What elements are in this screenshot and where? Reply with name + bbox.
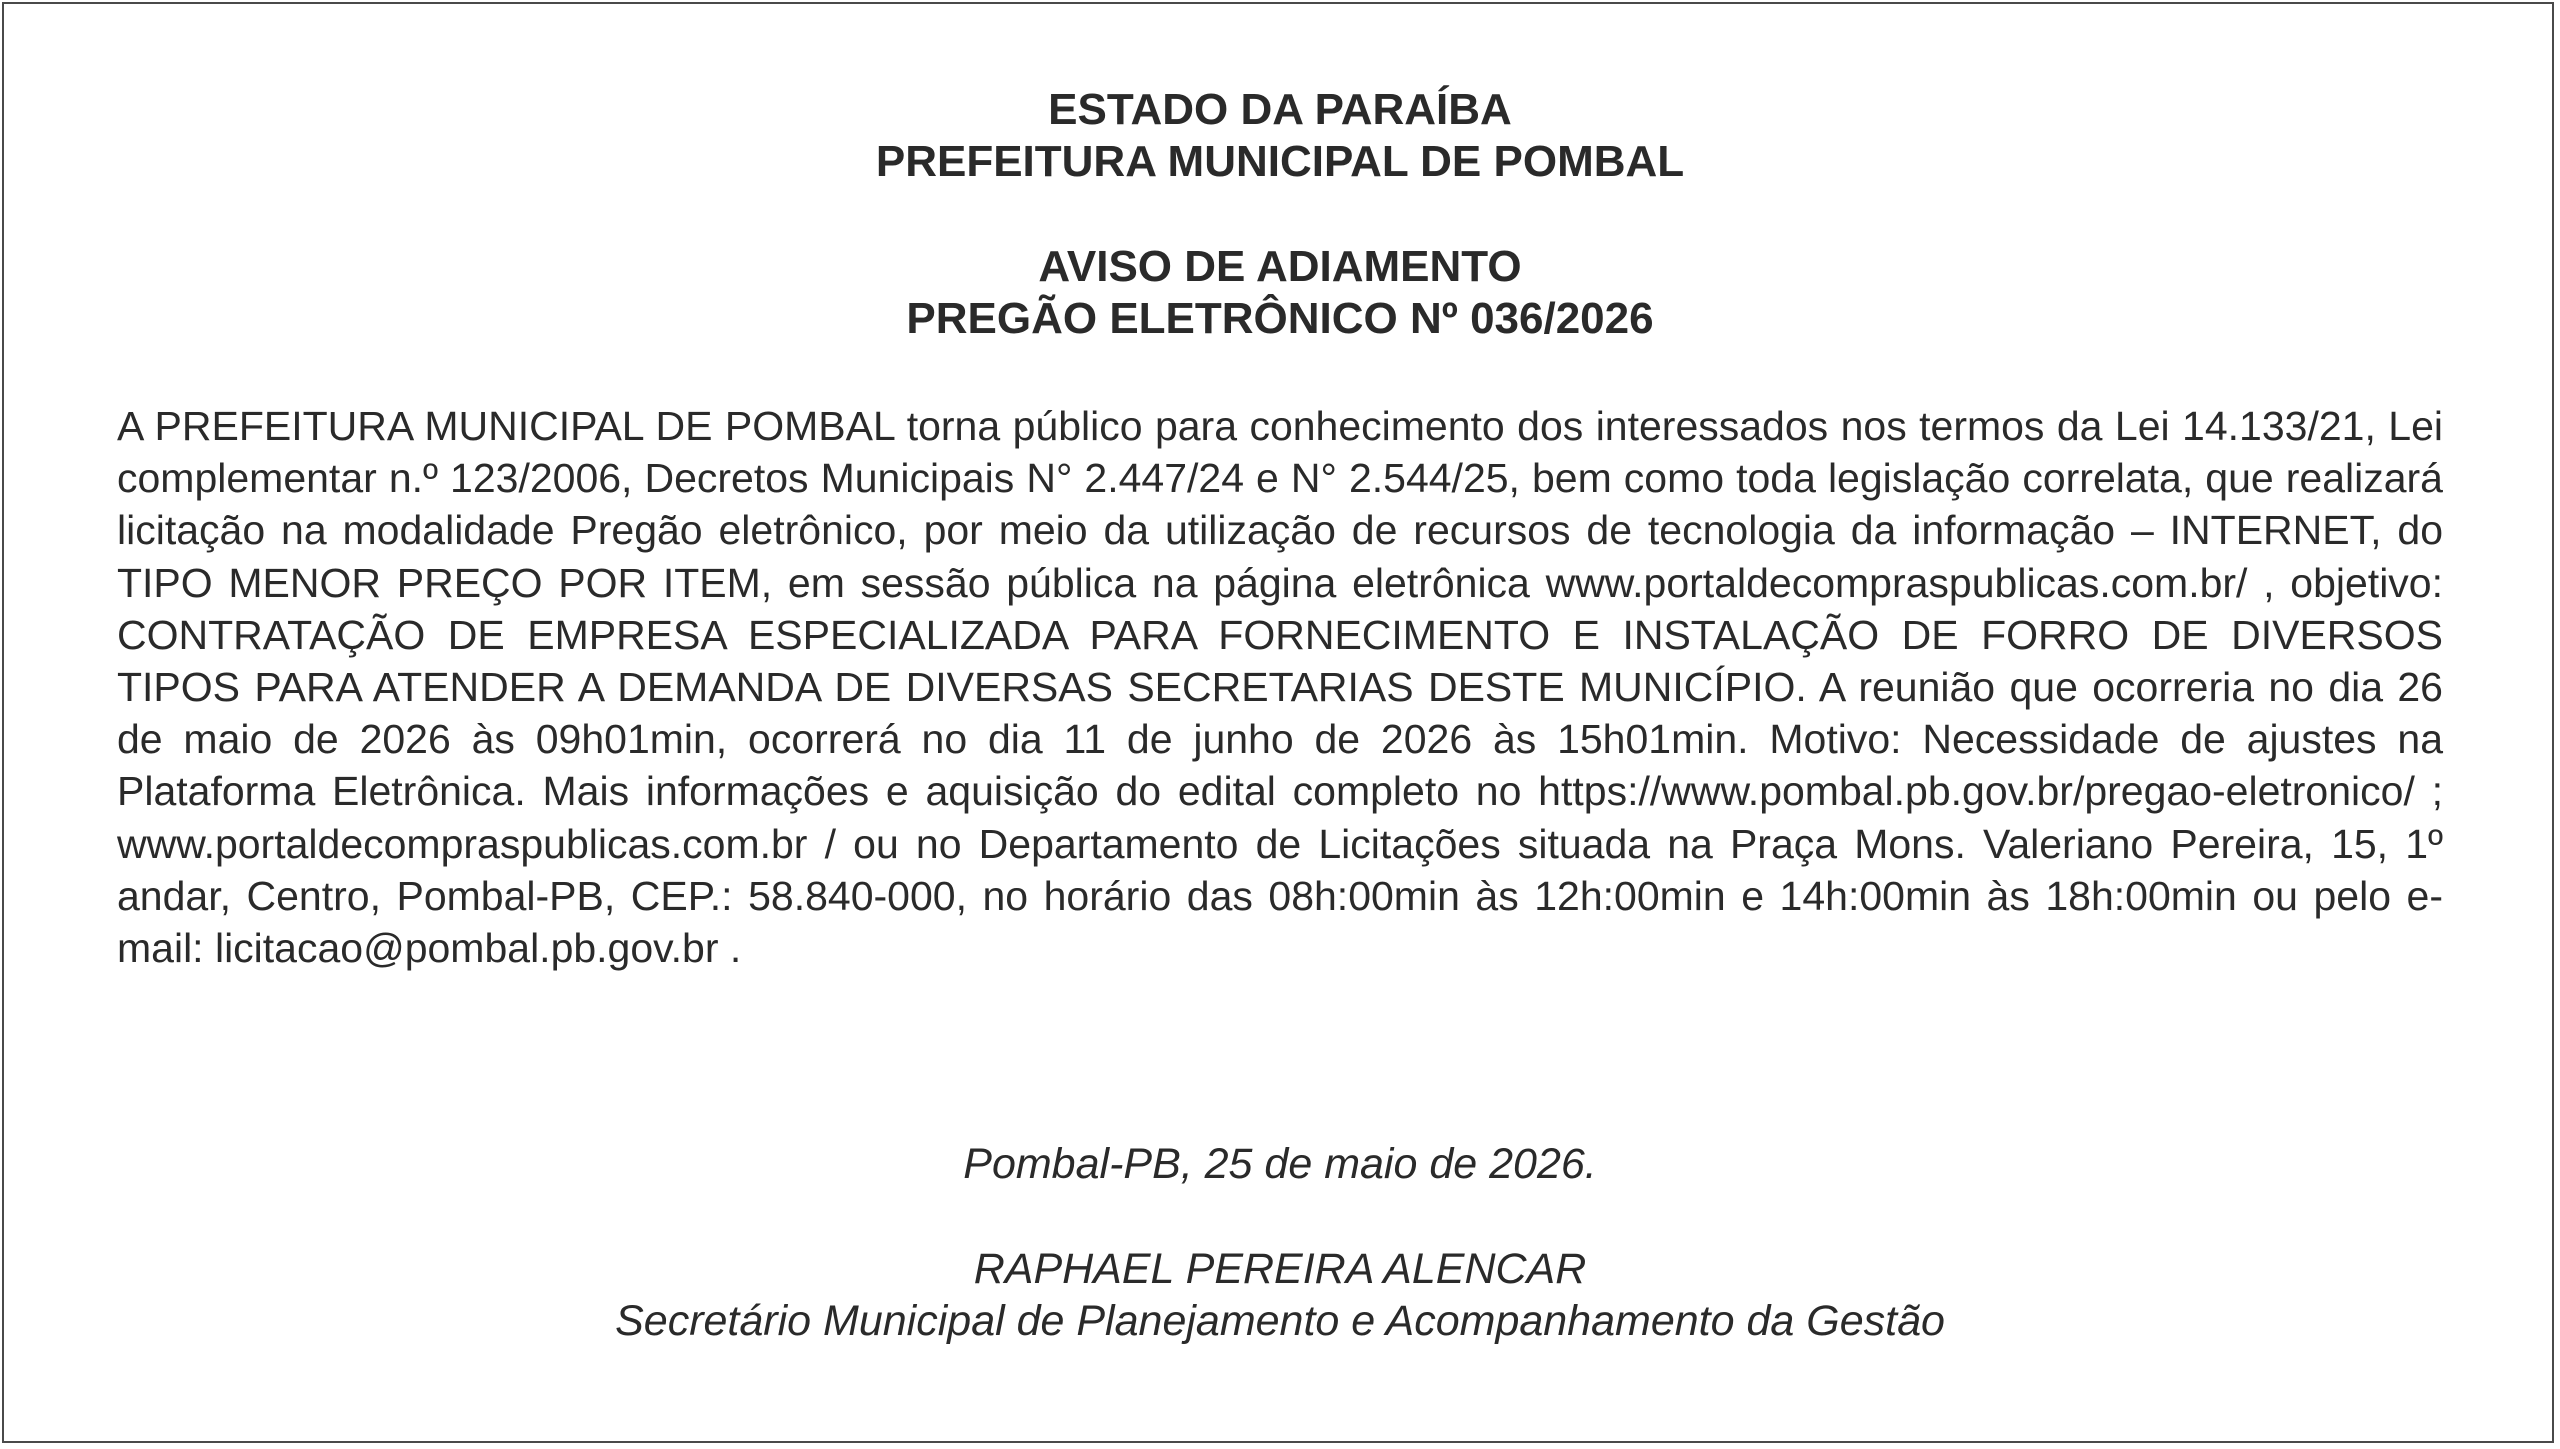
place-date: [0, 1138, 2560, 1190]
signatory-name: RAPHAEL PEREIRA ALENCAR: [973, 1245, 1587, 1293]
notice-heading: [0, 241, 2560, 345]
notice-body-paragraph: A PREFEITURA MUNICIPAL DE POMBAL torna público para conhecimento dos interessados nos termos da Lei 14.133/21, Lei complementar n.º 123/2006, Decretos Municipais N° 2.447/24 e N° 2.544/25, bem como toda legislação correlata, que realizará licitação na modalidade Pregão eletrônico, por meio da utilização de recursos de tecnologia da informação – INTERNET, do TIPO MENOR PREÇO POR ITEM, em sessão pública na página eletrônica www.portaldecompraspublicas.com.br/ , objetivo: CONTRATAÇÃO DE EMPRESA ESPECIALIZADA PARA FORNECIMENTO E INSTALAÇÃO DE FORRO DE DIVERSOS TIPOS PARA ATENDER A DEMANDA DE DIVERSAS SECRETARIAS DESTE MUNICÍPIO. A reunião que ocorreria no dia 26 de maio de 2026 às 09h01min, ocorrerá no dia 11 de junho de 2026 às 15h01min. Motivo: Necessidade de ajustes na Plataforma Eletrônica. Mais informações e aquisição do edital completo no https://www.pombal.pb.gov.br/pregao-eletronico/ ; www.portaldecompraspublicas.com.br / ou no Departamento de Licitações situada na Praça Mons. Valeriano Pereira, 15, 1º andar, Centro, Pombal-PB, CEP.: 58.840-000, no horário das 08h:00min às 12h:00min e 14h:00min às 18h:00min ou pelo e-mail: licitacao@pombal.pb.gov.br .: [117, 403, 2443, 972]
notice-number: PREGÃO ELETRÔNICO Nº 036/2026: [906, 294, 1654, 343]
notice-title: AVISO DE ADIAMENTO: [1038, 242, 1522, 291]
place-date-text: Pombal-PB, 25 de maio de 2026.: [963, 1140, 1597, 1188]
document-header: [0, 84, 2560, 188]
state-heading: ESTADO DA PARAÍBA: [1048, 85, 1512, 134]
municipality-heading: PREFEITURA MUNICIPAL DE POMBAL: [875, 137, 1685, 186]
signature-block: [0, 1243, 2560, 1347]
signatory-title: Secretário Municipal de Planejamento e Acompanhamento da Gestão: [615, 1297, 1945, 1345]
